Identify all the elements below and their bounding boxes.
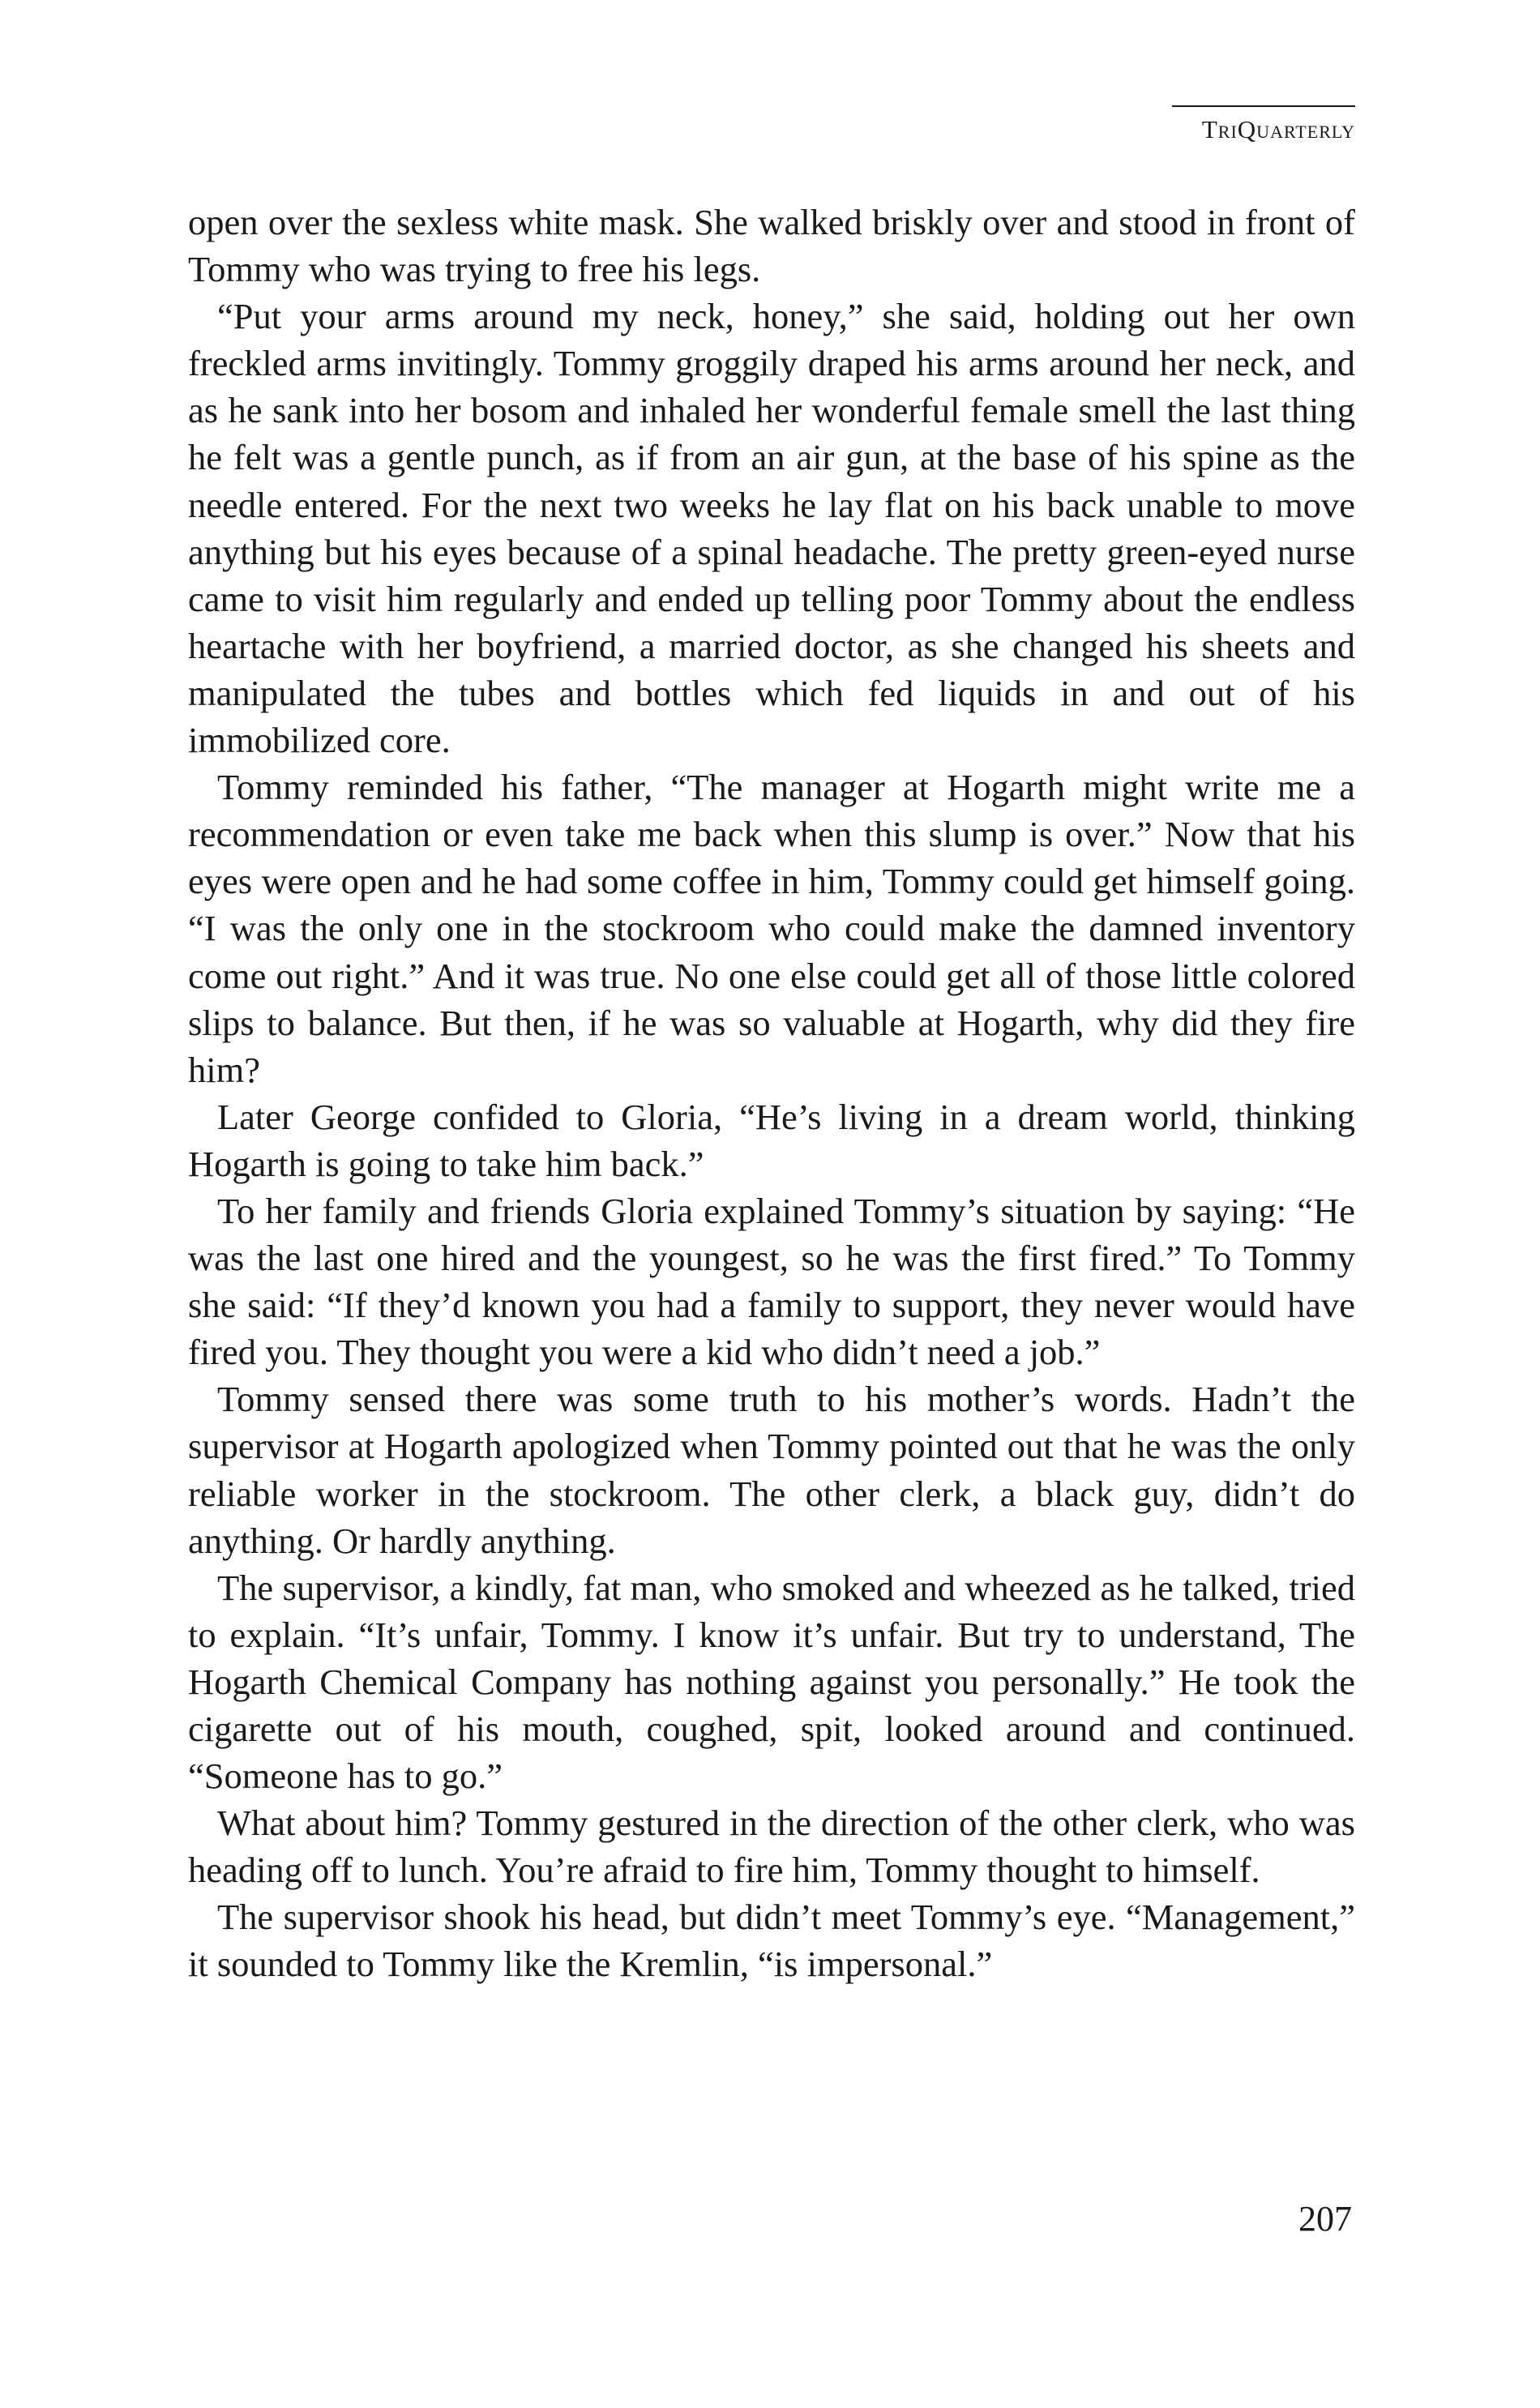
paragraph: The supervisor, a kindly, fat man, who smoked and wheezed as he talked, tried to explain. “It’s unfair, Tommy. I know it’s unfair. But try to understand, The Hogarth Chemical Company has nothing against you personally.” He took the cigarette out of his mouth, coughed, spit, looked around and continued. “Someone has to go.” [188, 1567, 1355, 1797]
paragraph: What about him? Tommy gestured in the direction of the other clerk, who was heading off to lunch. You’re afraid to fire him, Tommy thought to himself. [188, 1803, 1355, 1891]
page-number: 207 [1298, 2199, 1352, 2239]
running-head: TriQuarterly [1201, 115, 1355, 143]
body-text [188, 199, 1355, 1988]
paragraph: Tommy reminded his father, “The manager at Hogarth might write me a recommendation or even take me back when this slump is over.” Now that his eyes were open and he had some coffee in him, Tommy could get himself going. “I was the only one in the stockroom who could make the damned inventory come out right.” And it was true. No one else could get all of those little colored slips to balance. But then, if he was so valuable at Hogarth, why did they fire him? [188, 767, 1355, 1090]
paragraph: Tommy sensed there was some truth to his mother’s words. Hadn’t the supervisor at Hogarth apologized when Tommy pointed out that he was the only reliable worker in the stockroom. The other clerk, a black guy, didn’t do anything. Or hardly anything. [188, 1379, 1355, 1561]
paragraph: “Put your arms around my neck, honey,” she said, holding out her own freckled arms invitingly. Tommy groggily draped his arms around her neck, and as he sank into her bosom and inhaled her wonderful female smell the last thing he felt was a gentle punch, as if from an air gun, at the base of his spine as the needle entered. For the next two weeks he lay flat on his back unable to move anything but his eyes because of a spinal headache. The pretty green-eyed nurse came to visit him regularly and ended up telling poor Tommy about the endless heartache with her boyfriend, a married doctor, as she changed his sheets and manipulated the tubes and bottles which fed liquids in and out of his immobilized core. [188, 296, 1355, 761]
paragraph: Later George confided to Gloria, “He’s living in a dream world, thinking Hogarth is going to take him back.” [188, 1096, 1355, 1184]
paragraph: The supervisor shook his head, but didn’t meet Tommy’s eye. “Management,” it sounded to Tommy like the Kremlin, “is impersonal.” [188, 1897, 1355, 1985]
header-rule [1172, 105, 1355, 107]
paragraph: open over the sexless white mask. She walked briskly over and stood in front of Tommy who was trying to free his legs. [188, 202, 1355, 290]
paragraph: To her family and friends Gloria explained Tommy’s situation by saying: “He was the last one hired and the youngest, so he was the first fired.” To Tommy she said: “If they’d known you had a family to support, they never would have fired you. They thought you were a kid who didn’t need a job.” [188, 1190, 1355, 1373]
